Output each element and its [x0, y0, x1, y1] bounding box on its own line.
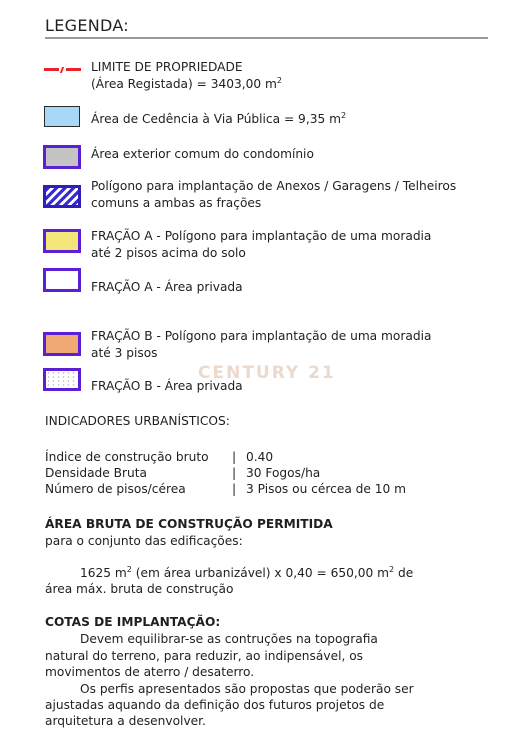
annexes-polygon-label: Polígono para implantação de Anexos / Garagens / Telheiros comuns a ambas as frações	[91, 179, 457, 210]
legend-title: LEGENDA:	[45, 16, 129, 35]
property-limit-symbol	[44, 67, 82, 73]
cotas-line: Os perfis apresentados são propostas que poderão ser	[80, 682, 414, 696]
indicator-row: Índice de construção bruto | 0.40	[45, 450, 274, 464]
cession-area-label: Área de Cedência à Via Pública = 9,35 $m^2$	[91, 110, 347, 126]
title-divider	[45, 37, 488, 39]
fraction-a-private-label: FRAÇÃO A - Área privada	[91, 280, 243, 294]
annexes-polygon-swatch	[43, 185, 81, 208]
area-title: ÁREA BRUTA DE CONSTRUÇÃO PERMITIDA	[45, 517, 333, 531]
common-area-label: Área exterior comum do condomínio	[91, 147, 314, 161]
fraction-b-polygon-swatch	[43, 332, 81, 356]
common-area-swatch	[43, 145, 81, 169]
cotas-line: natural do terreno, para reduzir, ao indipensável, os	[45, 649, 364, 663]
indicator-row: Número de pisos/cérea | 3 Pisos ou cércea de 10 m	[45, 482, 407, 496]
fraction-a-polygon-swatch	[43, 229, 81, 253]
cotas-line: ajustadas aquando da definição dos futuros projetos de	[45, 698, 385, 712]
cession-area-swatch	[44, 106, 80, 127]
cotas-title: COTAS DE IMPLANTAÇÃO:	[45, 615, 221, 629]
cotas-line: Devem equilibrar-se as contruções na topografia	[80, 632, 378, 646]
area-formula-line2: área máx. bruta de construção	[45, 582, 234, 596]
property-limit-label: LIMITE DE PROPRIEDADE (Área Registada) = 3403,00 $m^2$	[91, 60, 282, 91]
area-subtitle: para o conjunto das edificações:	[45, 534, 243, 548]
watermark: CENTURY 21	[198, 363, 336, 383]
cotas-line: arquitetura a desenvolver.	[45, 714, 206, 728]
cotas-line: movimentos de aterro / desaterro.	[45, 665, 255, 679]
area-formula: 1625 $m^2$ (em área urbanizável) x 0,40 = 650,00 $m^2$ de	[80, 564, 414, 580]
fraction-b-polygon-label: FRAÇÃO B - Polígono para implantação de uma moradia até 3 pisos	[91, 329, 432, 360]
indicator-row: Densidade Bruta | 30 Fogos/ha	[45, 466, 321, 480]
fraction-a-private-swatch	[43, 268, 81, 292]
indicators-title: INDICADORES URBANÍSTICOS:	[45, 414, 230, 428]
fraction-b-private-swatch	[43, 368, 81, 391]
fraction-a-polygon-label: FRAÇÃO A - Polígono para implantação de uma moradia até 2 pisos acima do solo	[91, 229, 432, 260]
fraction-b-private-label: FRAÇÃO B - Área privada	[91, 379, 243, 393]
